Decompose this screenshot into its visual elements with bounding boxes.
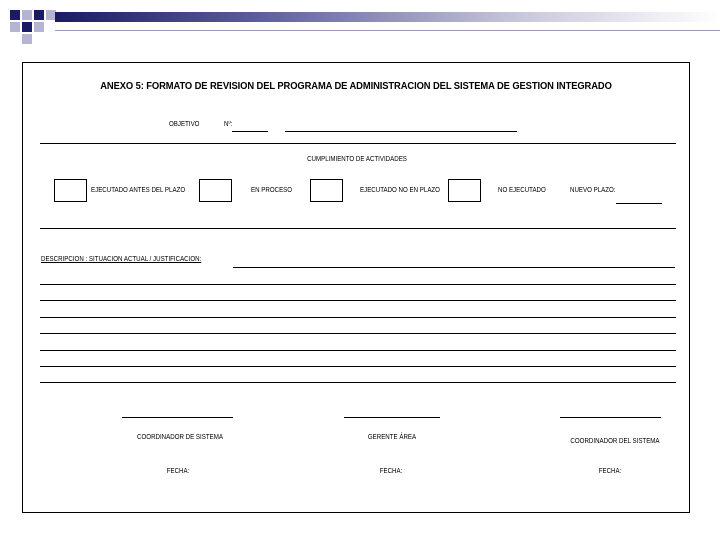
new-deadline-field[interactable] bbox=[616, 203, 662, 204]
status-checkbox-late[interactable] bbox=[310, 179, 343, 202]
description-line[interactable] bbox=[40, 333, 676, 334]
signature-date-1: FECHA: bbox=[166, 468, 190, 475]
status-checkbox-early[interactable] bbox=[54, 179, 87, 202]
signature-line[interactable] bbox=[344, 417, 440, 418]
signature-line[interactable] bbox=[560, 417, 661, 418]
status-checkbox-not-executed[interactable] bbox=[448, 179, 481, 202]
separator-line bbox=[40, 228, 676, 229]
description-line[interactable] bbox=[40, 382, 676, 383]
signature-line[interactable] bbox=[122, 417, 233, 418]
objective-label: OBJETIVO bbox=[169, 121, 200, 128]
number-field[interactable] bbox=[232, 131, 268, 132]
description-line[interactable] bbox=[40, 300, 676, 301]
decor-square bbox=[22, 22, 32, 32]
review-form bbox=[22, 62, 690, 513]
description-line[interactable] bbox=[40, 366, 676, 367]
signature-date-3: FECHA: bbox=[598, 468, 622, 475]
status-checkbox-in-process[interactable] bbox=[199, 179, 232, 202]
header-gradient-band bbox=[55, 12, 720, 22]
signature-date-2: FECHA: bbox=[379, 468, 403, 475]
header-rule bbox=[55, 30, 720, 31]
signature-role-3: COORDINADOR DEL SISTEMA bbox=[570, 438, 660, 445]
form-title: ANEXO 5: FORMATO DE REVISION DEL PROGRAMA DE ADMINISTRACION DEL SISTEMA DE GESTION INTEGRADO bbox=[100, 81, 612, 92]
decor-square bbox=[22, 34, 32, 44]
description-line[interactable] bbox=[40, 350, 676, 351]
description-field[interactable] bbox=[233, 267, 675, 268]
signature-role-1: COORDINADOR DE SISTEMA bbox=[137, 434, 223, 441]
status-label-late: EJECUTADO NO EN PLAZO bbox=[360, 187, 440, 194]
status-label-in-process: EN PROCESO bbox=[251, 187, 293, 194]
new-deadline-label: NUEVO PLAZO: bbox=[570, 187, 616, 194]
header-decoration bbox=[0, 0, 60, 50]
description-line[interactable] bbox=[40, 317, 676, 318]
decor-square bbox=[34, 22, 44, 32]
decor-square bbox=[10, 22, 20, 32]
signature-role-2: GERENTE ÁREA bbox=[367, 434, 417, 441]
separator-line bbox=[40, 143, 676, 144]
description-line[interactable] bbox=[40, 284, 676, 285]
status-label-early: EJECUTADO ANTES DEL PLAZO bbox=[91, 187, 186, 194]
status-label-not-executed: NO EJECUTADO bbox=[498, 187, 546, 194]
decor-square bbox=[34, 10, 44, 20]
number-label: Nº: bbox=[224, 121, 233, 128]
objective-field[interactable] bbox=[285, 131, 517, 132]
decor-square bbox=[10, 10, 20, 20]
decor-square bbox=[22, 10, 32, 20]
description-label: DESCRIPCION : SITUACION ACTUAL / JUSTIFICACION: bbox=[41, 256, 202, 263]
activities-heading: CUMPLIMIENTO DE ACTIVIDADES bbox=[307, 156, 407, 163]
